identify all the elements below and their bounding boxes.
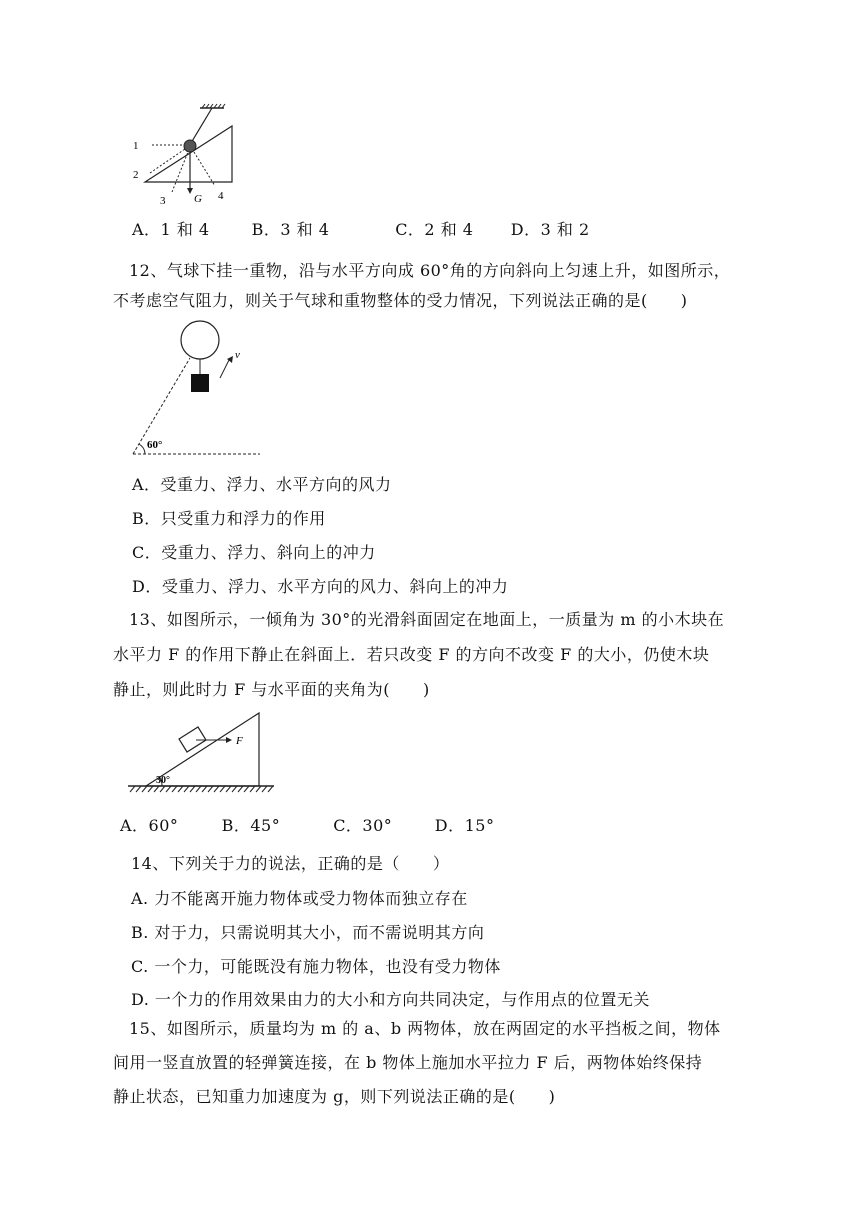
q13-option-c: C．30° [333,816,393,835]
q13-option-a: A．60° [120,816,179,835]
q11-figure [128,100,248,210]
q13-options [120,813,494,836]
q12-stem-line-2: 不考虑空气阻力，则关于气球和重物整体的受力情况，下列说法正确的是( ) [113,291,688,310]
q12-angle-label: 60° [147,439,163,451]
q13-option-b: B．45° [221,816,281,835]
q15-stem-line-1: 15、如图所示，质量均为 m 的 a、b 两物体，放在两固定的水平挡板之间，物体 [129,1019,721,1038]
q13-figure [126,708,276,802]
q12-option-b: B．只受重力和浮力的作用 [132,509,326,528]
q13-option-d: D．15° [434,816,495,835]
q14-option-b: B. 对于力，只需说明其大小，而不需说明其方向 [131,923,485,942]
q11-option-a: A．1 和 4 [132,220,210,239]
q11-label-1: 1 [133,140,139,152]
q12-stem-line-1: 12、气球下挂一重物，沿与水平方向成 60°角的方向斜向上匀速上升，如图所示， [129,261,731,280]
q14-option-c: C. 一个力，可能既没有施力物体，也没有受力物体 [131,957,501,976]
q15-stem-line-2: 间用一竖直放置的轻弹簧连接，在 b 物体上施加水平拉力 F 后，两物体始终保持 [113,1053,703,1072]
q12-option-a: A．受重力、浮力、水平方向的风力 [132,475,392,494]
q11-option-d: D．3 和 2 [510,220,590,239]
q11-label-3: 3 [160,195,166,207]
q11-label-2: 2 [133,169,139,181]
q15-stem-line-3: 静止状态，已知重力加速度为 g，则下列说法正确的是( ) [113,1087,556,1106]
q12-option-d: D．受重力、浮力、水平方向的风力、斜向上的冲力 [132,577,509,596]
q11-label-4: 4 [218,190,224,202]
q13-angle-label: 30° [156,775,170,786]
q13-stem-line-3: 静止，则此时力 F 与水平面的夹角为( ) [113,680,430,699]
q13-stem-line-1: 13、如图所示，一倾角为 30°的光滑斜面固定在地面上，一质量为 m 的小木块在 [129,610,725,629]
q12-velocity-label: v [235,349,240,361]
q11-options [132,217,590,240]
q14-stem: 14、下列关于力的说法，正确的是（ ） [131,854,450,873]
q11-option-c: C．2 和 4 [395,220,474,239]
q14-option-a: A. 力不能离开施力物体或受力物体而独立存在 [131,889,468,908]
q13-stem-line-2: 水平力 F 的作用下静止在斜面上．若只改变 F 的方向不改变 F 的大小，仍使木块 [113,645,710,664]
q13-force-label: F [236,735,243,747]
q11-option-b: B．3 和 4 [251,220,330,239]
q12-option-c: C．受重力、浮力、斜向上的冲力 [132,543,376,562]
q11-label-g: G [194,193,202,205]
q12-figure [128,318,268,460]
q14-option-d: D. 一个力的作用效果由力的大小和方向共同决定，与作用点的位置无关 [131,990,650,1009]
